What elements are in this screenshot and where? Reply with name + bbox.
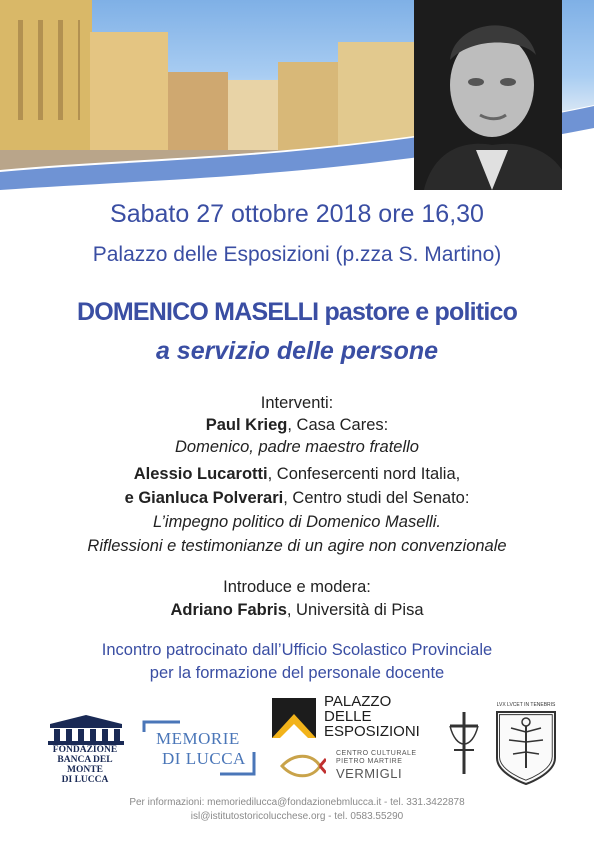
- program-heading: Interventi:: [260, 394, 334, 412]
- shield-icon: [491, 708, 561, 788]
- logo-seal: [491, 702, 561, 786]
- cross-icon: [446, 710, 482, 776]
- logo-memorie-di-lucca: [140, 716, 258, 778]
- bank-building-icon: [46, 714, 136, 746]
- logo-fondazione-banca-del-monte: [40, 714, 130, 786]
- patronage-line-2: per la formazione del personale docente: [149, 664, 445, 682]
- memorie-line-1: MEMORIE: [156, 729, 240, 748]
- speaker-2-name: Alessio Lucarotti: [133, 465, 268, 483]
- fondazione-line-1: FONDAZIONE: [52, 745, 118, 755]
- centro-line-2: PIETRO MARTIRE: [336, 758, 403, 765]
- memorie-line-2: DI LUCCA: [162, 749, 246, 768]
- event-venue: Palazzo delle Esposizioni (p.zza S. Martino): [92, 243, 502, 266]
- speaker-3: [0, 489, 594, 508]
- event-title: [0, 298, 594, 327]
- logo-centro-vermigli: [280, 747, 440, 783]
- speaker-1-affiliation: , Casa Cares:: [287, 416, 389, 434]
- moderator-heading: Introduce e modera:: [223, 578, 371, 596]
- event-date: Sabato 27 ottobre 2018 ore 16,30: [110, 200, 484, 228]
- speaker-1: [0, 416, 594, 435]
- speaker-3-prefix: e: [124, 489, 139, 507]
- fondazione-line-3: DI LUCCA: [61, 775, 109, 785]
- logo-palazzo-delle-esposizioni: [270, 694, 438, 740]
- speaker-3-affiliation: , Centro studi del Senato:: [283, 489, 470, 507]
- speaker-3-name: Gianluca Polverari: [138, 489, 284, 507]
- palazzo-line-1: PALAZZO: [324, 693, 392, 710]
- talk-1-title: Domenico, padre maestro fratello: [175, 438, 419, 456]
- moderator: [0, 601, 594, 620]
- centro-line-1: CENTRO CULTURALE: [336, 750, 417, 757]
- patronage-line-1: Incontro patrocinato dall’Ufficio Scolastico Provinciale: [101, 641, 493, 659]
- portrait-photo: [414, 0, 562, 190]
- moderator-name: Adriano Fabris: [170, 601, 287, 619]
- talk-2-subtitle: Riflessioni e testimonianze di un agire non convenzionale: [87, 537, 507, 555]
- centro-line-3: VERMIGLI: [336, 766, 403, 781]
- palazzo-emblem-icon: [270, 696, 320, 740]
- palazzo-line-3: ESPOSIZIONI: [324, 723, 420, 740]
- title-name: DOMENICO MASELLI: [76, 298, 319, 326]
- fish-icon: [280, 751, 326, 781]
- info-line-2: isl@istitutostoricolucchese.org - tel. 0583.55290: [190, 811, 404, 822]
- event-subtitle: a servizio delle persone: [155, 337, 439, 365]
- talk-2-title: L’impegno politico di Domenico Maselli.: [153, 513, 441, 531]
- seal-motto: LVX LVCET IN TENEBRIS: [496, 702, 556, 708]
- speaker-2-affiliation: , Confesercenti nord Italia,: [267, 465, 461, 483]
- title-rest: pastore e politico: [318, 298, 518, 326]
- palazzo-line-2: DELLE: [324, 708, 372, 725]
- fondazione-line-2: BANCA DEL MONTE: [57, 755, 113, 775]
- moderator-affiliation: , Università di Pisa: [286, 601, 424, 619]
- info-line-1: Per informazioni: memoriedilucca@fondazionebmlucca.it - tel. 331.3422878: [129, 797, 465, 808]
- speaker-2: [0, 465, 594, 484]
- speaker-1-name: Paul Krieg: [205, 416, 288, 434]
